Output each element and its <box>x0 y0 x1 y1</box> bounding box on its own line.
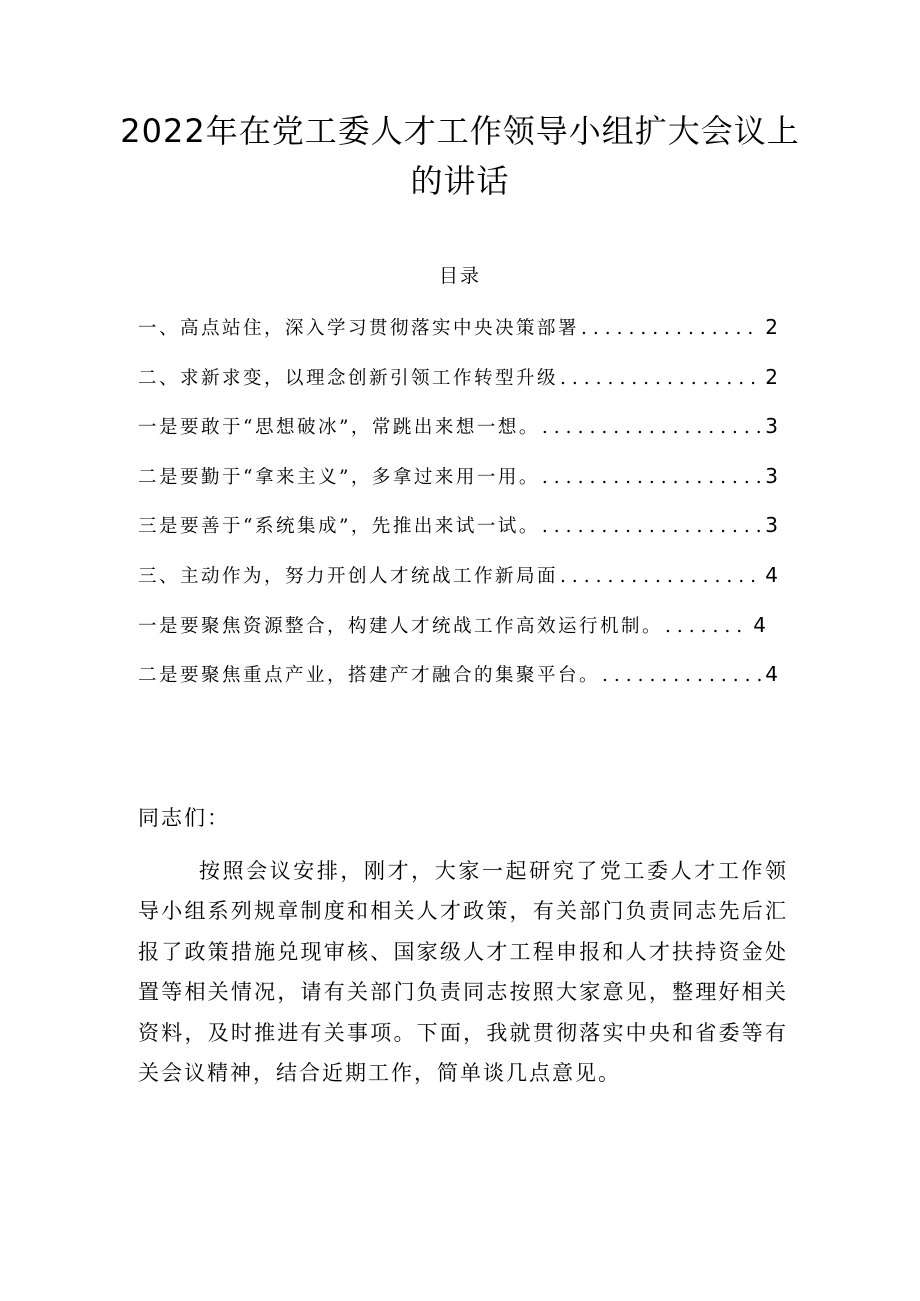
toc-leader-dots <box>600 661 761 691</box>
toc-leader-dots <box>540 512 761 542</box>
toc-page-number: 2 <box>765 364 778 389</box>
opening-paragraph: 按照会议安排，刚才，大家一起研究了党工委人才工作领导小组系列规章制度和相关人才政策，有关部门负责同志先后汇报了政策措施兑现审核、国家级人才工程申报和人才扶持资金处置等相关情况，请有关部门负责同志按照大家意见，整理好相关资料，及时推进有关事项。下面，我就贯彻落实中央和省委等有关会议精神，结合近期工作，简单谈几点意见。 <box>138 858 788 1085</box>
table-of-contents <box>138 312 778 709</box>
toc-entry[interactable] <box>138 560 778 590</box>
toc-page-number: 2 <box>765 315 778 339</box>
toc-entry-text: 三、主动作为，努力开创人才统战工作新局面 <box>138 565 559 587</box>
toc-entry[interactable] <box>138 610 766 640</box>
toc-leader-dots <box>558 364 761 394</box>
toc-entry-text: 一、高点站住，深入学习贯彻落实中央决策部署 <box>138 318 580 339</box>
toc-leader-dots <box>579 314 761 344</box>
toc-entry-text: 二、求新求变，以理念创新引领工作转型升级 <box>138 367 559 389</box>
toc-entry[interactable] <box>138 510 778 540</box>
toc-page-number: 3 <box>765 463 778 488</box>
toc-entry[interactable] <box>138 312 778 342</box>
speech-body <box>138 798 788 1094</box>
toc-entry[interactable] <box>138 411 778 441</box>
toc-entry-text: 二是要聚焦重点产业，搭建产才融合的集聚平台。 <box>138 665 601 687</box>
toc-entry[interactable] <box>138 659 778 689</box>
toc-entry[interactable] <box>138 362 778 392</box>
toc-entry-text: 一是要聚焦资源整合，构建人才统战工作高效运行机制。 <box>138 615 664 637</box>
toc-leader-dots <box>540 463 761 493</box>
toc-page-number: 3 <box>765 414 778 439</box>
toc-entry-text: 二是要勤于“拿来主义”，多拿过来用一用。 <box>138 466 540 488</box>
toc-leader-dots <box>558 562 761 592</box>
toc-heading: 目录 <box>438 265 481 287</box>
toc-leader-dots <box>663 612 749 642</box>
document-title: 2022年在党工委人才工作领导小组扩大会议上的讲话 <box>120 112 800 200</box>
toc-page-number: 3 <box>765 513 778 538</box>
toc-entry-text: 一是要敢于“思想破冰”，常跳出来想一想。 <box>138 417 540 439</box>
toc-page-number: 4 <box>753 612 766 637</box>
toc-entry-text: 三是要善于“系统集成”，先推出来试一试。 <box>138 516 540 538</box>
toc-entry[interactable] <box>138 461 778 491</box>
salutation: 同志们： <box>138 806 230 830</box>
toc-leader-dots <box>540 413 761 443</box>
toc-page-number: 4 <box>765 562 778 587</box>
toc-page-number: 4 <box>765 662 778 687</box>
